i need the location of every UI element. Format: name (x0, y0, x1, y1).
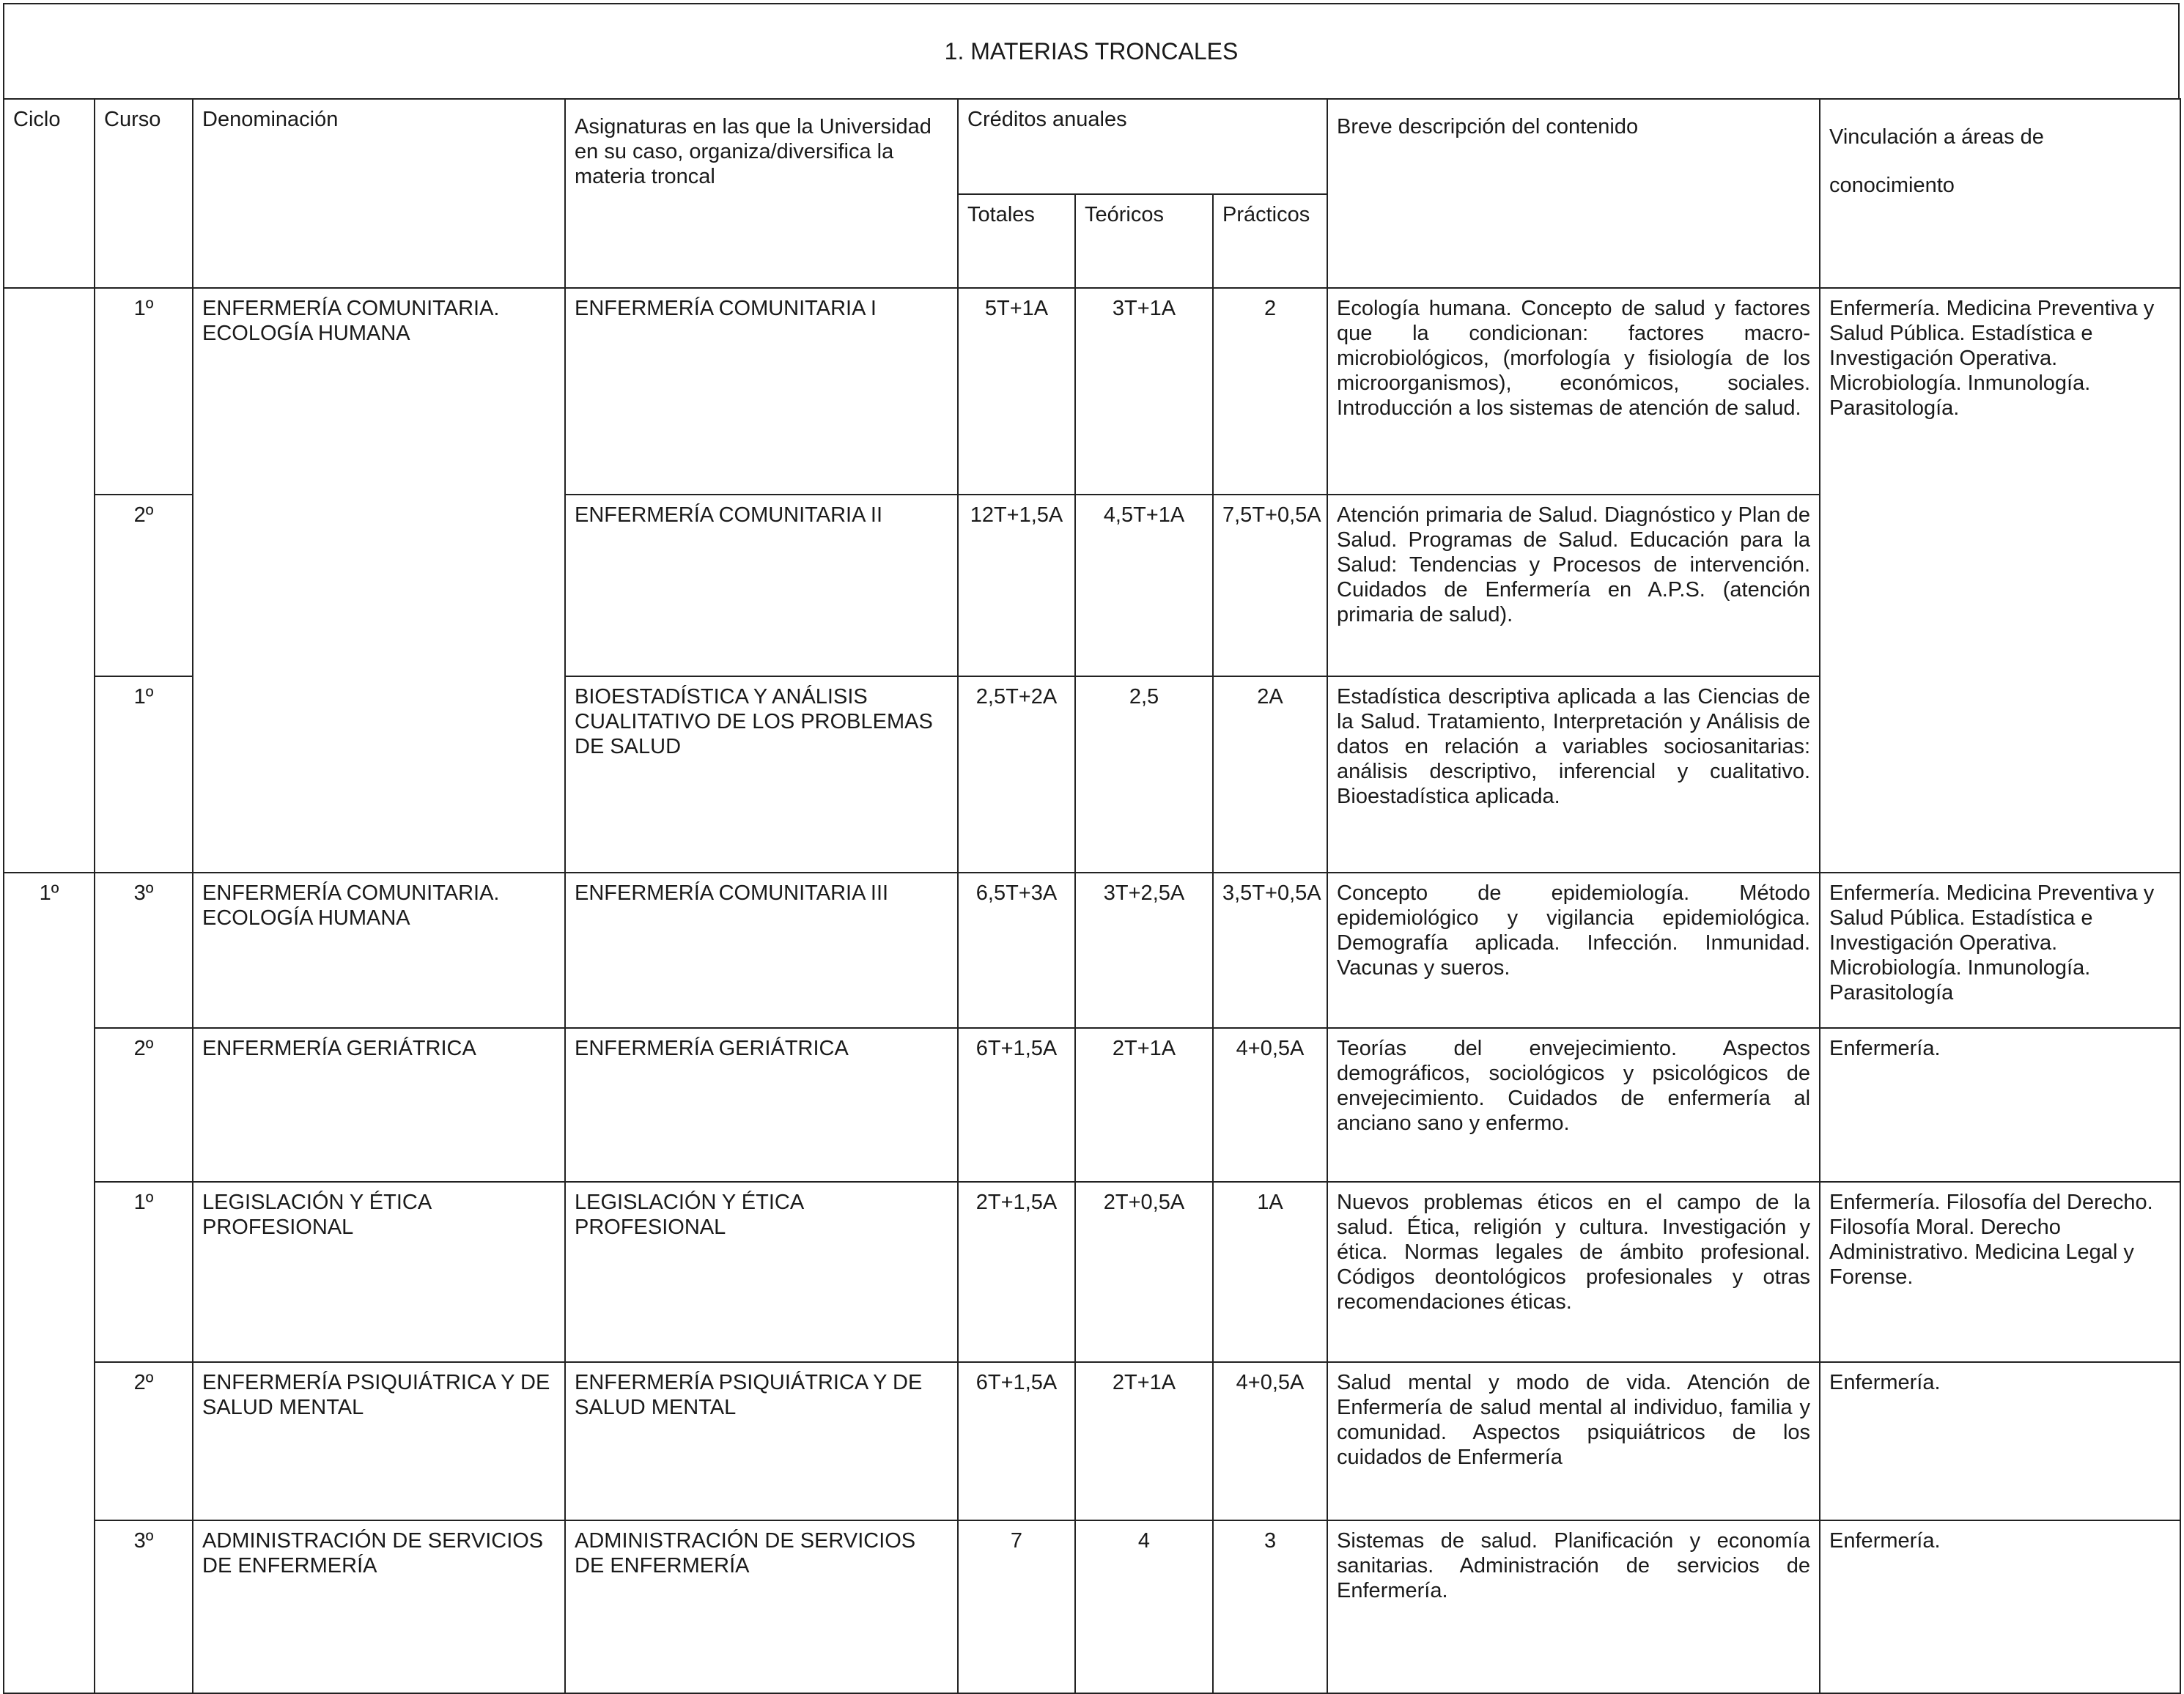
curso-cell: 1º (95, 1182, 193, 1362)
curso-cell: 2º (95, 1362, 193, 1520)
header-row-1 (4, 99, 2180, 194)
vinculacion-cell: Enfermería. (1820, 1362, 2180, 1520)
denominacion-cell: ENFERMERÍA COMUNITARIA. ECOLOGÍA HUMANA (193, 288, 565, 873)
asignatura-cell: ENFERMERÍA COMUNITARIA III (565, 873, 958, 1028)
curso-cell: 2º (95, 1028, 193, 1182)
descripcion-cell: Nuevos problemas éticos en el campo de la salud. Ética, religión y cultura. Investigación y ética. Normas legales de ámbito profesional. Códigos deontológicos profesionales y otras recomendaciones éticas. (1327, 1182, 1820, 1362)
asignatura-cell: ENFERMERÍA COMUNITARIA II (565, 495, 958, 676)
vinculacion-cell: Enfermería. Filosofía del Derecho. Filosofía Moral. Derecho Administrativo. Medicina Legal y Forense. (1820, 1182, 2180, 1362)
practicos-cell: 3 (1213, 1520, 1327, 1693)
header-curso: Curso (95, 99, 193, 288)
section-title: 1. MATERIAS TRONCALES (944, 38, 1239, 64)
header-creditos: Créditos anuales (958, 99, 1327, 194)
vinculacion-cell: Enfermería. Medicina Preventiva y Salud Pública. Estadística e Investigación Operativa. Microbiología. Inmunología. Parasitología. (1820, 288, 2180, 873)
asignatura-cell: BIOESTADÍSTICA Y ANÁLISIS CUALITATIVO DE LOS PROBLEMAS DE SALUD (565, 676, 958, 873)
table-row (4, 873, 2180, 1028)
totales-cell: 6T+1,5A (958, 1028, 1075, 1182)
header-vinculacion: Vinculación a áreas de conocimiento (1820, 99, 2180, 288)
teoricos-cell: 2T+0,5A (1075, 1182, 1213, 1362)
totales-cell: 2T+1,5A (958, 1182, 1075, 1362)
practicos-cell: 2A (1213, 676, 1327, 873)
teoricos-cell: 2T+1A (1075, 1028, 1213, 1182)
totales-cell: 7 (958, 1520, 1075, 1693)
totales-cell: 2,5T+2A (958, 676, 1075, 873)
header-descripcion: Breve descripción del contenido (1327, 99, 1820, 288)
teoricos-cell: 2T+1A (1075, 1362, 1213, 1520)
curso-cell: 1º (95, 288, 193, 495)
curso-cell: 1º (95, 676, 193, 873)
practicos-cell: 3,5T+0,5A (1213, 873, 1327, 1028)
curso-cell: 3º (95, 873, 193, 1028)
descripcion-cell: Salud mental y modo de vida. Atención de Enfermería de salud mental al individuo, familia y comunidad. Aspectos psiquiátricos de los cuidados de Enfermería (1327, 1362, 1820, 1520)
header-denominacion: Denominación (193, 99, 565, 288)
practicos-cell: 4+0,5A (1213, 1028, 1327, 1182)
totales-cell: 5T+1A (958, 288, 1075, 495)
table-row (4, 1362, 2180, 1520)
asignatura-cell: ADMINISTRACIÓN DE SERVICIOS DE ENFERMERÍA (565, 1520, 958, 1693)
ciclo-cell (4, 288, 95, 873)
header-practicos: Prácticos (1213, 194, 1327, 288)
descripcion-cell: Atención primaria de Salud. Diagnóstico y Plan de Salud. Programas de Salud. Educación para la Salud: Tendencias y Procesos de intervención. Cuidados de Enfermería en A.P.S. (atención primaria de salud). (1327, 495, 1820, 676)
section-title-box (3, 3, 2180, 100)
practicos-cell: 2 (1213, 288, 1327, 495)
descripcion-cell: Sistemas de salud. Planificación y economía sanitarias. Administración de servicios de Enfermería. (1327, 1520, 1820, 1693)
teoricos-cell: 3T+2,5A (1075, 873, 1213, 1028)
asignatura-cell: ENFERMERÍA GERIÁTRICA (565, 1028, 958, 1182)
vinculacion-cell: Enfermería. (1820, 1520, 2180, 1693)
vinculacion-cell: Enfermería. (1820, 1028, 2180, 1182)
troncales-table (3, 98, 2181, 1694)
teoricos-cell: 2,5 (1075, 676, 1213, 873)
practicos-cell: 4+0,5A (1213, 1362, 1327, 1520)
asignatura-cell: LEGISLACIÓN Y ÉTICA PROFESIONAL (565, 1182, 958, 1362)
descripcion-cell: Concepto de epidemiología. Método epidemiológico y vigilancia epidemiológica. Demografía aplicada. Infección. Inmunidad. Vacunas y sueros. (1327, 873, 1820, 1028)
header-teoricos: Teóricos (1075, 194, 1213, 288)
denominacion-cell: LEGISLACIÓN Y ÉTICA PROFESIONAL (193, 1182, 565, 1362)
totales-cell: 6T+1,5A (958, 1362, 1075, 1520)
descripcion-cell: Teorías del envejecimiento. Aspectos demográficos, sociológicos y psicológicos de envejecimiento. Cuidados de enfermería al anciano sano y enfermo. (1327, 1028, 1820, 1182)
practicos-cell: 1A (1213, 1182, 1327, 1362)
vinculacion-cell: Enfermería. Medicina Preventiva y Salud Pública. Estadística e Investigación Operativa. Microbiología. Inmunología. Parasitología (1820, 873, 2180, 1028)
practicos-cell: 7,5T+0,5A (1213, 495, 1327, 676)
totales-cell: 12T+1,5A (958, 495, 1075, 676)
header-ciclo: Ciclo (4, 99, 95, 288)
teoricos-cell: 4 (1075, 1520, 1213, 1693)
denominacion-cell: ENFERMERÍA PSIQUIÁTRICA Y DE SALUD MENTAL (193, 1362, 565, 1520)
table-row (4, 1182, 2180, 1362)
teoricos-cell: 4,5T+1A (1075, 495, 1213, 676)
totales-cell: 6,5T+3A (958, 873, 1075, 1028)
teoricos-cell: 3T+1A (1075, 288, 1213, 495)
asignatura-cell: ENFERMERÍA PSIQUIÁTRICA Y DE SALUD MENTAL (565, 1362, 958, 1520)
denominacion-cell: ADMINISTRACIÓN DE SERVICIOS DE ENFERMERÍA (193, 1520, 565, 1693)
header-asignaturas: Asignaturas en las que la Universidad en su caso, organiza/diversifica la materia troncal (565, 99, 958, 288)
denominacion-cell: ENFERMERÍA COMUNITARIA. ECOLOGÍA HUMANA (193, 873, 565, 1028)
table-row (4, 288, 2180, 495)
header-totales: Totales (958, 194, 1075, 288)
curso-cell: 3º (95, 1520, 193, 1693)
table-row (4, 1028, 2180, 1182)
denominacion-cell: ENFERMERÍA GERIÁTRICA (193, 1028, 565, 1182)
descripcion-cell: Estadística descriptiva aplicada a las Ciencias de la Salud. Tratamiento, Interpretación y Análisis de datos en relación a variables sociosanitarias: análisis descriptivo, inferencial y cualitativo. Bioestadística aplicada. (1327, 676, 1820, 873)
table-row (4, 1520, 2180, 1693)
ciclo-cell: 1º (4, 873, 95, 1693)
curso-cell: 2º (95, 495, 193, 676)
descripcion-cell: Ecología humana. Concepto de salud y factores que la condicionan: factores macro-microbiológicos, (morfología y fisiología de los microorganismos), económicos, sociales. Introducción a los sistemas de atención de salud. (1327, 288, 1820, 495)
asignatura-cell: ENFERMERÍA COMUNITARIA I (565, 288, 958, 495)
